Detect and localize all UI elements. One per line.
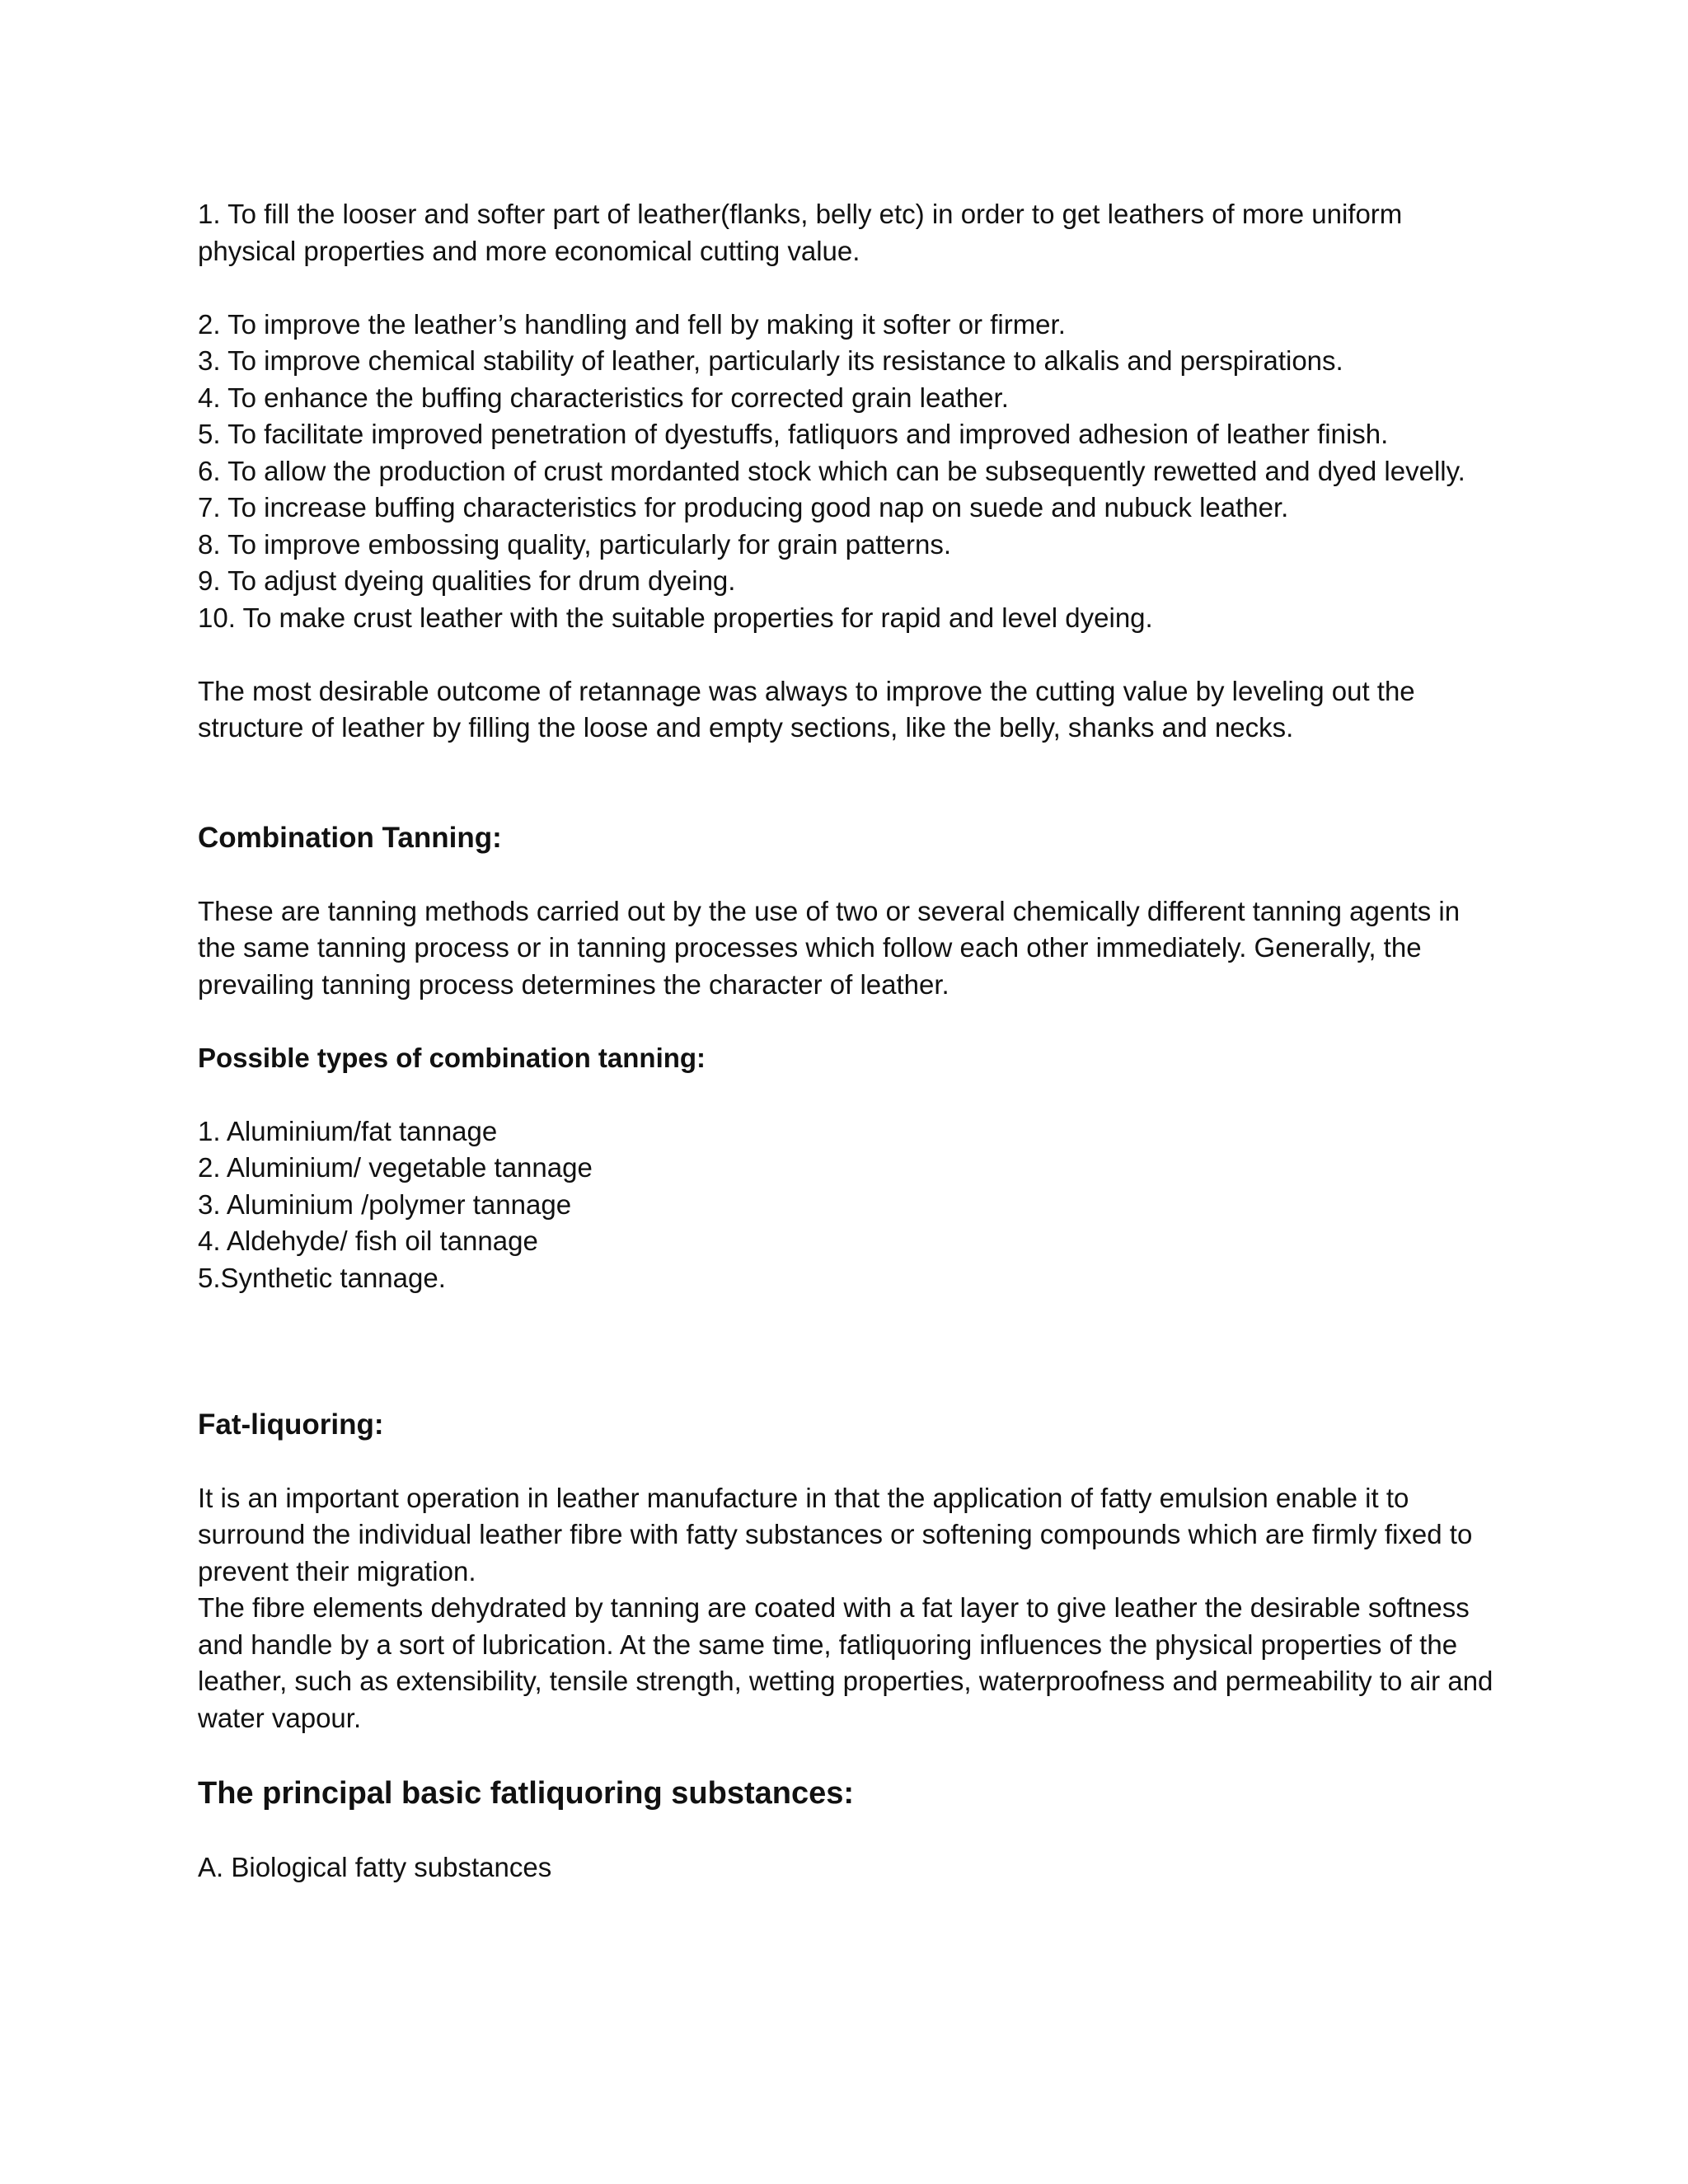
retannage-item-1: 1. To fill the looser and softer part of leather(flanks, belly etc) in order to get leathers of more uniform physical properties and more economical cutting value.	[198, 199, 1403, 266]
retannage-item-2: 2. To improve the leather’s handling and fell by making it softer or firmer.	[198, 308, 1066, 340]
combination-type-item: 5.Synthetic tannage.	[198, 1262, 446, 1293]
spacer	[198, 1443, 1500, 1480]
retannage-item-7: 7. To increase buffing characteristics for producing good nap on suede and nubuck leather.	[198, 492, 1289, 523]
combination-tanning-body: These are tanning methods carried out by the use of two or several chemically different tanning agents in the same tanning process or in tanning processes which follow each other immediately. Generally, the prevailing tanning process determines the character of leather.	[198, 895, 1461, 1000]
retannage-item-8: 8. To improve embossing quality, particularly for grain patterns.	[198, 528, 952, 560]
spacer	[198, 1370, 1500, 1407]
combination-type-item: 1. Aluminium/fat tannage	[198, 1115, 498, 1146]
spacer	[198, 1296, 1500, 1370]
spacer	[198, 856, 1500, 893]
fatliquoring-paragraph-1: It is an important operation in leather manufacture in that the application of fatty emulsion enable it to surround the individual leather fibre with fatty substances or softening compounds which are firmly fixed to prevent their migration.	[198, 1482, 1473, 1586]
spacer	[198, 269, 1500, 307]
fatliquoring-substance-item: A. Biological fatty substances	[198, 1852, 552, 1882]
retannage-item-3: 3. To improve chemical stability of leather, particularly its resistance to alkalis and perspirations.	[198, 345, 1343, 376]
combination-type-item: 4. Aldehyde/ fish oil tannage	[198, 1226, 538, 1256]
spacer	[198, 1736, 1500, 1774]
combination-tanning-heading: Combination Tanning:	[198, 821, 502, 854]
spacer	[198, 747, 1500, 820]
combination-type-item: 3. Aluminium /polymer tannage	[198, 1188, 572, 1220]
retannage-item-10: 10. To make crust leather with the suitable properties for rapid and level dyeing.	[198, 602, 1153, 633]
retannage-item-4: 4. To enhance the buffing characteristics for corrected grain leather.	[198, 382, 1009, 413]
combination-types-heading: Possible types of combination tanning:	[198, 1042, 706, 1073]
retannage-item-5: 5. To facilitate improved penetration of dyestuffs, fatliquors and improved adhesion of leather finish.	[198, 419, 1389, 449]
retannage-item-6: 6. To allow the production of crust mordanted stock which can be subsequently rewetted and dyed levelly.	[198, 455, 1465, 486]
retannage-item-9: 9. To adjust dyeing qualities for drum dyeing.	[198, 565, 736, 596]
fatliquoring-paragraph-2: The fibre elements dehydrated by tanning are coated with a fat layer to give leather the desirable softness and handle by a sort of lubrication. At the same time, fatliquoring influences the physical properties of the leather, such as extensibility, tensile strength, wetting properties, waterproofness and permeability to air and water vapour.	[198, 1592, 1493, 1733]
fatliquoring-substances-heading: The principal basic fatliquoring substances:	[198, 1775, 855, 1811]
spacer	[198, 1003, 1500, 1040]
spacer	[198, 1813, 1500, 1850]
combination-type-item: 2. Aluminium/ vegetable tannage	[198, 1152, 593, 1183]
retannage-summary: The most desirable outcome of retannage was always to improve the cutting value by leveling out the structure of leather by filling the loose and empty sections, like the belly, shanks and necks.	[198, 675, 1415, 743]
fatliquoring-heading: Fat-liquoring:	[198, 1408, 384, 1441]
document-page	[198, 196, 1500, 1886]
spacer	[198, 636, 1500, 673]
spacer	[198, 1076, 1500, 1113]
